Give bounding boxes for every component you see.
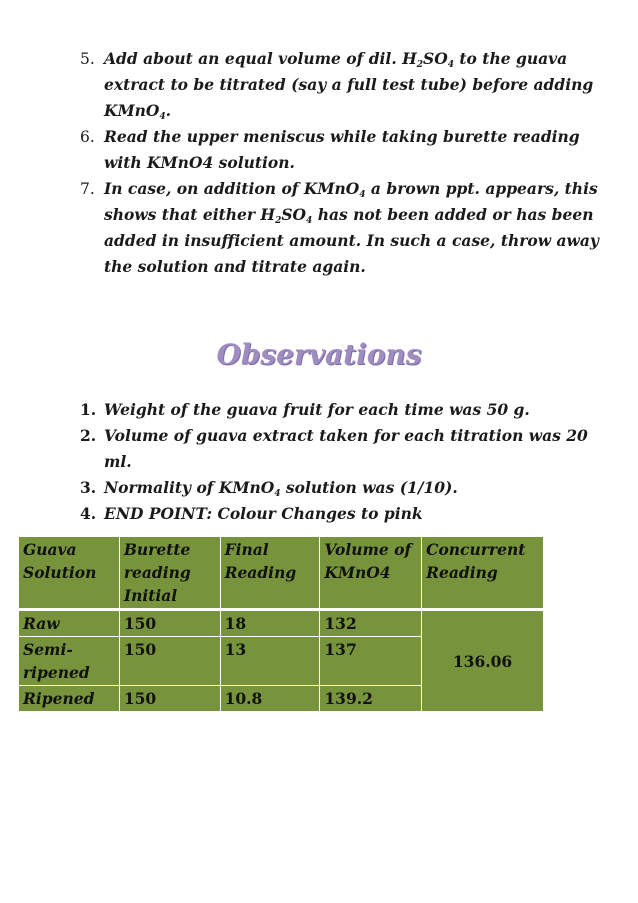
- observation-item: [80, 475, 620, 501]
- volume-cell: 139.2: [320, 686, 422, 712]
- column-header: Burette reading Initial: [119, 537, 220, 610]
- solution-cell: Raw: [19, 610, 120, 637]
- initial-cell: 150: [119, 637, 220, 686]
- final-cell: 10.8: [220, 686, 320, 712]
- volume-cell: 132: [320, 610, 422, 637]
- observation-number: 4.: [80, 504, 97, 523]
- column-header: Volume of KMnO4: [320, 537, 422, 610]
- solution-cell: Ripened: [19, 686, 120, 712]
- step-number: 6.: [80, 128, 95, 146]
- solution-cell: Semi-ripened: [19, 637, 120, 686]
- step-6: [80, 124, 620, 176]
- titration-table: [18, 536, 544, 712]
- final-cell: 13: [220, 637, 320, 686]
- observations-heading: Observations: [216, 338, 422, 371]
- initial-cell: 150: [119, 686, 220, 712]
- table-row: [19, 610, 544, 637]
- step-number: 7.: [80, 180, 95, 198]
- observation-text: Normality of KMnO$_4$ solution was (1/10).: [104, 478, 458, 499]
- step-text: Read the upper meniscus while taking burette reading with KMnO4 solution.: [104, 127, 580, 172]
- observation-number: 1.: [80, 400, 97, 419]
- column-header: Concurrent Reading: [422, 537, 544, 610]
- observation-text: END POINT: Colour Changes to pink: [104, 504, 423, 523]
- observation-item: [80, 397, 620, 423]
- step-number: 5.: [80, 50, 95, 68]
- volume-cell: 137: [320, 637, 422, 686]
- observations-list: [80, 397, 620, 527]
- step-7: [80, 176, 620, 280]
- observation-item: [80, 501, 620, 527]
- table-header-row: [19, 537, 544, 610]
- procedure-steps-list: [80, 46, 620, 280]
- step-5: [80, 46, 620, 124]
- observation-text: Weight of the guava fruit for each time was 50 g.: [104, 400, 530, 419]
- step-text: In case, on addition of KMnO$_4$ a brown ppt. appears, this shows that either $H_2SO_4$ has not been added or has been added in insufficient amount. In such a case, throw away the solution and titrate again.: [104, 179, 599, 276]
- final-cell: 18: [220, 610, 320, 637]
- step-text: Add about an equal volume of dil. $H_2SO_4$ to the guava extract to be titrated (say a full test tube) before adding KMnO$_4$.: [104, 49, 594, 122]
- initial-cell: 150: [119, 610, 220, 637]
- column-header: Final Reading: [220, 537, 320, 610]
- observation-number: 2.: [80, 426, 97, 445]
- column-header: Guava Solution: [19, 537, 120, 610]
- observation-text: Volume of guava extract taken for each titration was 20 ml.: [104, 426, 588, 471]
- observation-item: [80, 423, 620, 475]
- observation-number: 3.: [80, 478, 97, 497]
- concurrent-reading-cell: 136.06: [422, 610, 544, 712]
